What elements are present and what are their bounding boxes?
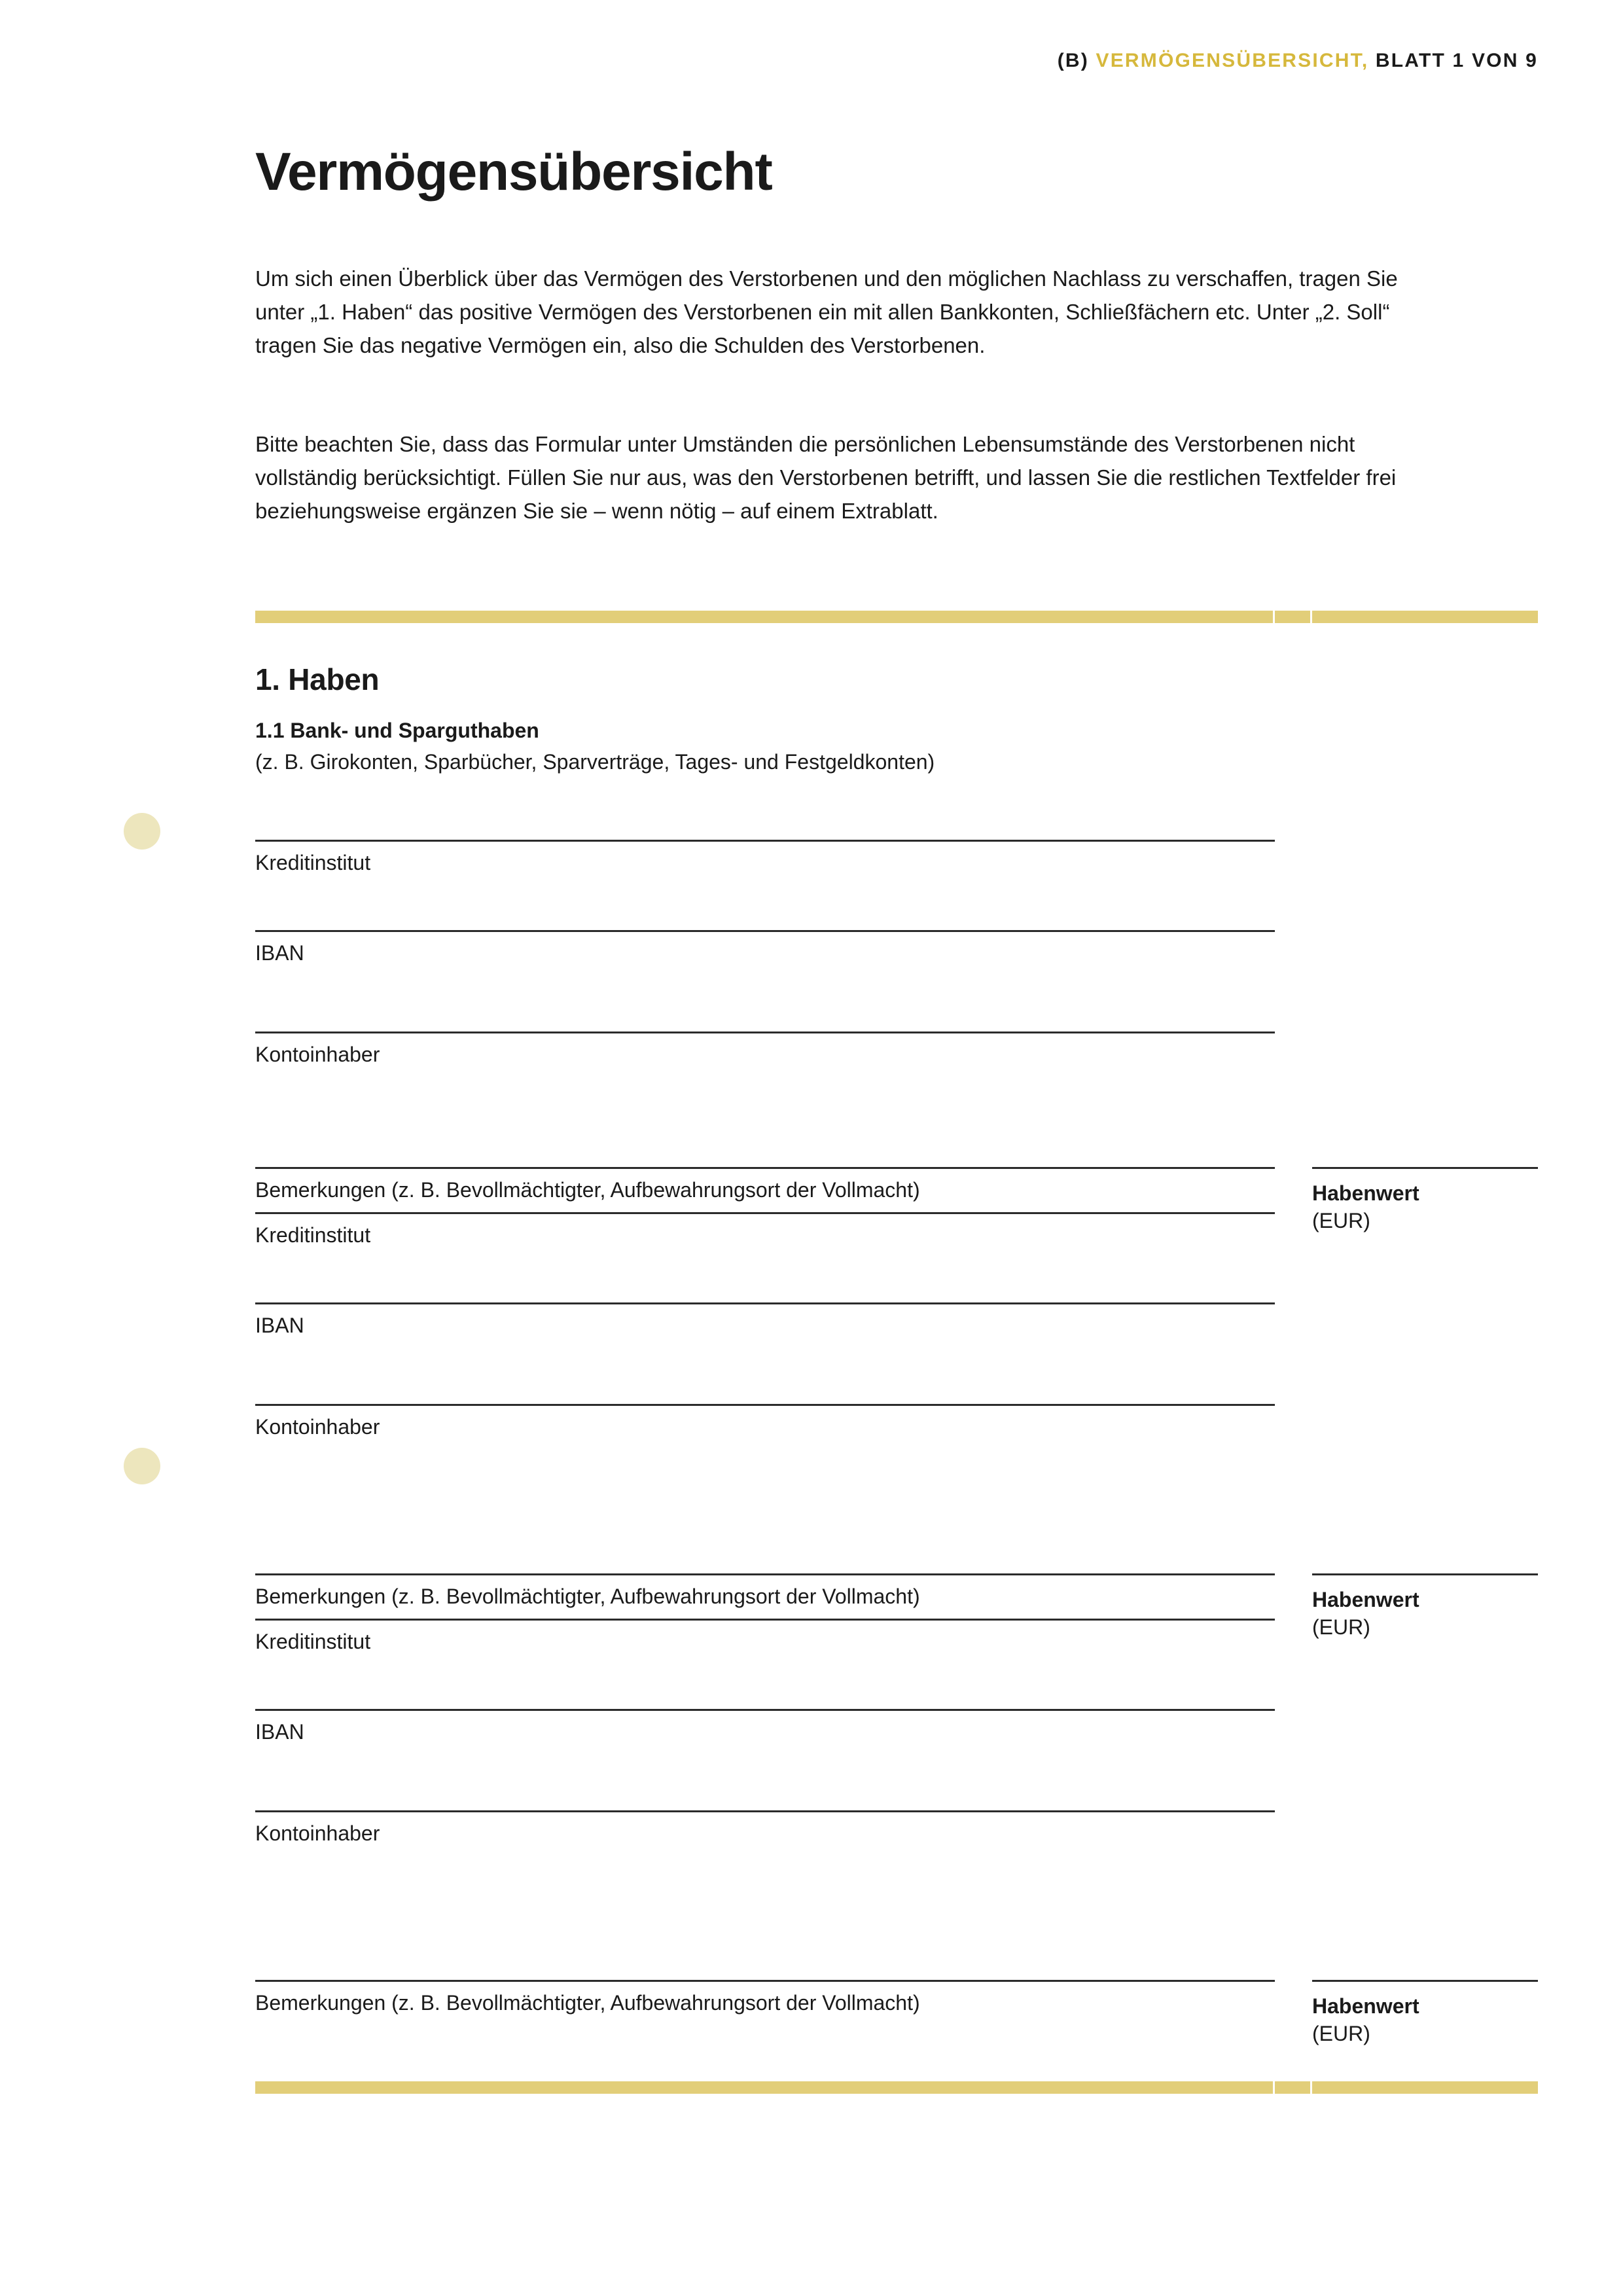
gold-bar-segment-gap	[1310, 2081, 1312, 2094]
value-label-unit: (EUR)	[1312, 1615, 1370, 1639]
gold-bar-segment-gap	[1310, 611, 1312, 623]
value-rule	[1312, 1980, 1538, 1982]
field-rule	[255, 1619, 1275, 1621]
field-label: Kreditinstitut	[255, 851, 371, 874]
field-label: Kreditinstitut	[255, 1630, 371, 1653]
field-rule	[255, 1573, 1275, 1575]
punch-hole-dot	[124, 813, 160, 850]
header-section-mark: (B)	[1057, 50, 1089, 71]
field-rule	[255, 840, 1275, 842]
field-rule	[255, 1302, 1275, 1304]
value-rule	[1312, 1573, 1538, 1575]
field-rule	[255, 930, 1275, 932]
section-heading-haben: 1. Haben	[255, 662, 380, 696]
field-rule	[255, 1980, 1275, 1982]
running-header	[255, 51, 1538, 71]
field-rule	[255, 1709, 1275, 1711]
field-label: Kontoinhaber	[255, 1043, 380, 1066]
field-label: IBAN	[255, 1720, 304, 1744]
field-label: Kreditinstitut	[255, 1223, 371, 1247]
gold-divider-bottom	[255, 2081, 1538, 2094]
gold-bar-segment-gap	[1273, 2081, 1275, 2094]
subsection-note: (z. B. Girokonten, Sparbücher, Sparverträge, Tages- und Festgeldkonten)	[255, 750, 935, 774]
value-label-habenwert	[1312, 1179, 1419, 1234]
field-label: Bemerkungen (z. B. Bevollmächtigter, Aufbewahrungsort der Vollmacht)	[255, 1585, 920, 1608]
field-rule	[255, 1212, 1275, 1214]
field-rule	[255, 1404, 1275, 1406]
header-page-indicator: BLATT 1 VON 9	[1375, 50, 1538, 71]
field-rule	[255, 1167, 1275, 1169]
header-document-name: VERMÖGENSÜBERSICHT,	[1096, 50, 1369, 71]
value-label-text: Habenwert	[1312, 1181, 1419, 1205]
value-label-unit: (EUR)	[1312, 2022, 1370, 2045]
field-label: Kontoinhaber	[255, 1821, 380, 1845]
intro-paragraph-2: Bitte beachten Sie, dass das Formular unter Umständen die persönlichen Lebensumstände des Verstorbenen nicht vollständig berücksichtigt. Füllen Sie nur aus, was den Verstorbenen betrifft, und lassen Sie die restlichen Textfelder frei beziehungsweise ergänzen Sie sie – wenn nötig – auf einem Extrablatt.	[255, 432, 1397, 523]
value-label-unit: (EUR)	[1312, 1209, 1370, 1232]
gold-divider-top	[255, 611, 1538, 623]
value-label-text: Habenwert	[1312, 1994, 1419, 2018]
field-label: Kontoinhaber	[255, 1415, 380, 1439]
value-label-habenwert	[1312, 1586, 1419, 1641]
field-rule	[255, 1031, 1275, 1033]
value-label-habenwert	[1312, 1992, 1419, 2047]
field-rule	[255, 1810, 1275, 1812]
subsection-heading-bank-sparguthaben: 1.1 Bank- und Sparguthaben	[255, 719, 539, 742]
gold-bar-segment-gap	[1273, 611, 1275, 623]
value-label-text: Habenwert	[1312, 1588, 1419, 1611]
field-label: IBAN	[255, 1314, 304, 1337]
field-label: Bemerkungen (z. B. Bevollmächtigter, Aufbewahrungsort der Vollmacht)	[255, 1178, 920, 1202]
value-rule	[1312, 1167, 1538, 1169]
punch-hole-dot	[124, 1448, 160, 1484]
field-label: Bemerkungen (z. B. Bevollmächtigter, Aufbewahrungsort der Vollmacht)	[255, 1991, 920, 2015]
page-title: Vermögensübersicht	[255, 142, 772, 202]
field-label: IBAN	[255, 941, 304, 965]
intro-paragraph-1: Um sich einen Überblick über das Vermögen des Verstorbenen und den möglichen Nachlass zu verschaffen, tragen Sie unter „1. Haben“ das positive Vermögen des Verstorbenen ein mit allen Bankkonten, Schließfächern etc. Unter „2. Soll“ tragen Sie das negative Vermögen ein, also die Schulden des Verstorbenen.	[255, 266, 1398, 357]
